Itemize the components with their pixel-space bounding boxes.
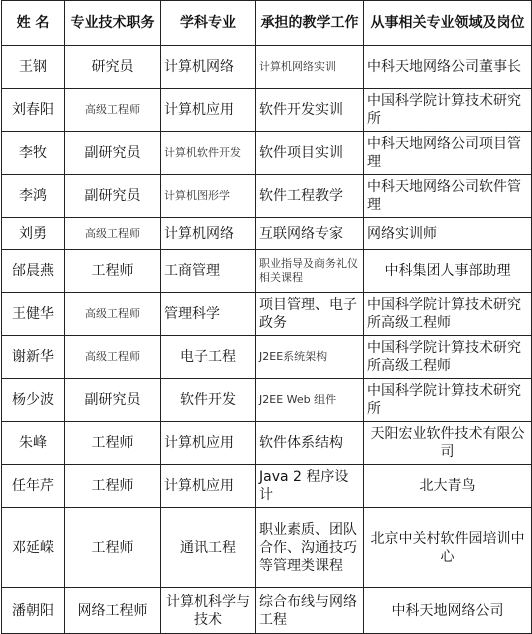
cell-field: 中科天地网络公司软件管理 bbox=[364, 175, 532, 218]
cell-name: 任年芹 bbox=[2, 465, 65, 508]
cell-field: 天阳宏业软件技术有限公司 bbox=[364, 422, 532, 465]
cell-title: 高级工程师 bbox=[65, 293, 161, 336]
cell-name: 谢新华 bbox=[2, 336, 65, 379]
cell-major: 计算机科学与技术 bbox=[161, 588, 256, 634]
cell-teaching: J2EE系统架构 bbox=[256, 336, 364, 379]
header-name: 姓 名 bbox=[2, 1, 65, 46]
cell-name: 朱峰 bbox=[2, 422, 65, 465]
cell-teaching: 互联网络专家 bbox=[256, 218, 364, 250]
table-row bbox=[2, 175, 532, 218]
cell-field: 网络实训师 bbox=[364, 218, 532, 250]
cell-major: 计算机应用 bbox=[161, 422, 256, 465]
cell-title: 高级工程师 bbox=[65, 89, 161, 132]
cell-teaching: Java 2 程序设计 bbox=[256, 465, 364, 508]
cell-title: 副研究员 bbox=[65, 379, 161, 422]
cell-teaching: 软件工程教学 bbox=[256, 175, 364, 218]
cell-field: 北大青鸟 bbox=[364, 465, 532, 508]
header-field: 从事相关专业领域及岗位 bbox=[364, 1, 532, 46]
cell-teaching: 软件项目实训 bbox=[256, 132, 364, 175]
cell-title: 副研究员 bbox=[65, 132, 161, 175]
cell-field: 中国科学院计算技术研究所高级工程师 bbox=[364, 336, 532, 379]
cell-teaching: 职业指导及商务礼仪相关课程 bbox=[256, 250, 364, 293]
header-teaching: 承担的教学工作 bbox=[256, 1, 364, 46]
cell-teaching: 项目管理、电子政务 bbox=[256, 293, 364, 336]
cell-name: 刘春阳 bbox=[2, 89, 65, 132]
cell-major: 软件开发 bbox=[161, 379, 256, 422]
cell-field: 北京中关村软件园培训中心 bbox=[364, 508, 532, 588]
table-row bbox=[2, 293, 532, 336]
cell-title: 网络工程师 bbox=[65, 588, 161, 634]
cell-name: 杨少波 bbox=[2, 379, 65, 422]
cell-title: 高级工程师 bbox=[65, 336, 161, 379]
cell-field: 中国科学院计算技术研究所高级工程师 bbox=[364, 293, 532, 336]
cell-field: 中科天地网络公司项目管理 bbox=[364, 132, 532, 175]
cell-name: 王钢 bbox=[2, 46, 65, 89]
header-row bbox=[2, 1, 532, 46]
cell-major: 计算机图形学 bbox=[161, 175, 256, 218]
header-major: 学科专业 bbox=[161, 1, 256, 46]
table-row bbox=[2, 250, 532, 293]
table-row bbox=[2, 89, 532, 132]
cell-name: 李鸿 bbox=[2, 175, 65, 218]
cell-name: 李牧 bbox=[2, 132, 65, 175]
cell-title: 工程师 bbox=[65, 465, 161, 508]
cell-field: 中科天地网络公司 bbox=[364, 588, 532, 634]
cell-title: 高级工程师 bbox=[65, 218, 161, 250]
table-row bbox=[2, 588, 532, 634]
cell-title: 工程师 bbox=[65, 508, 161, 588]
cell-teaching: 软件体系结构 bbox=[256, 422, 364, 465]
cell-major: 通讯工程 bbox=[161, 508, 256, 588]
table-row bbox=[2, 132, 532, 175]
cell-major: 计算机应用 bbox=[161, 89, 256, 132]
table-row bbox=[2, 218, 532, 250]
header-title: 专业技术职务 bbox=[65, 1, 161, 46]
cell-field: 中科集团人事部助理 bbox=[364, 250, 532, 293]
table-row bbox=[2, 336, 532, 379]
table-row bbox=[2, 422, 532, 465]
cell-field: 中国科学院计算技术研究所 bbox=[364, 379, 532, 422]
cell-field: 中国科学院计算技术研究所 bbox=[364, 89, 532, 132]
cell-title: 副研究员 bbox=[65, 175, 161, 218]
table-row bbox=[2, 46, 532, 89]
cell-name: 邓延嵘 bbox=[2, 508, 65, 588]
cell-name: 刘勇 bbox=[2, 218, 65, 250]
cell-teaching: 软件开发实训 bbox=[256, 89, 364, 132]
cell-teaching: 计算机网络实训 bbox=[256, 46, 364, 89]
cell-teaching: J2EE Web 组件 bbox=[256, 379, 364, 422]
cell-name: 王健华 bbox=[2, 293, 65, 336]
cell-teaching: 综合布线与网络工程 bbox=[256, 588, 364, 634]
cell-major: 计算机软件开发 bbox=[161, 132, 256, 175]
cell-title: 工程师 bbox=[65, 422, 161, 465]
cell-title: 研究员 bbox=[65, 46, 161, 89]
cell-major: 计算机应用 bbox=[161, 465, 256, 508]
cell-name: 邰晨燕 bbox=[2, 250, 65, 293]
cell-major: 管理科学 bbox=[161, 293, 256, 336]
cell-major: 工商管理 bbox=[161, 250, 256, 293]
table-row bbox=[2, 379, 532, 422]
cell-teaching: 职业素质、团队合作、沟通技巧等管理类课程 bbox=[256, 508, 364, 588]
cell-field: 中科天地网络公司董事长 bbox=[364, 46, 532, 89]
cell-title: 工程师 bbox=[65, 250, 161, 293]
table-row bbox=[2, 508, 532, 588]
cell-major: 计算机网络 bbox=[161, 46, 256, 89]
table-row bbox=[2, 465, 532, 508]
faculty-table bbox=[1, 0, 532, 634]
cell-major: 计算机网络 bbox=[161, 218, 256, 250]
cell-name: 潘朝阳 bbox=[2, 588, 65, 634]
cell-major: 电子工程 bbox=[161, 336, 256, 379]
